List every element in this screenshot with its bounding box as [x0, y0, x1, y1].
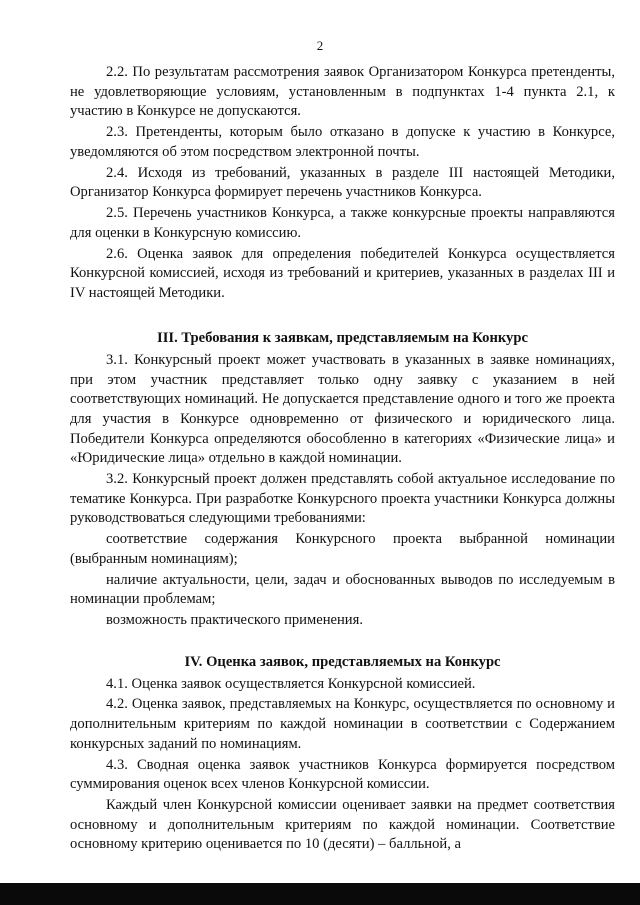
requirement-item: наличие актуальности, цели, задач и обоснованных выводов по исследуемым в номинации проблемам; [70, 571, 615, 608]
section-3-heading: III. Требования к заявкам, представляемым на Конкурс [157, 329, 528, 346]
paragraph-3-2: 3.2. Конкурсный проект должен представлять собой актуальное исследование по тематике Конкурса. При разработке Конкурсного проекта участники Конкурса должны руководствоваться следующими требованиями: [70, 471, 615, 527]
paragraph-2-2: 2.2. По результатам рассмотрения заявок Организатором Конкурса претенденты, не удовлетворяющие условиям, установленным в подпунктах 1-4 пункта 2.1, к участию в Конкурсе не допускаются. [70, 64, 615, 120]
paragraph-4-3: 4.3. Сводная оценка заявок участников Конкурса формируется посредством суммирования оценок всех членов Конкурсной комиссии. [70, 756, 615, 793]
paragraph-evaluation: Каждый член Конкурсной комиссии оценивает заявки на предмет соответствия основному и дополнительным критериям по каждой номинации. Соответствие основному критерию оценивается по 10 (десяти) – балльной, а [70, 797, 615, 853]
paragraph-2-3: 2.3. Претенденты, которым было отказано в допуске к участию в Конкурсе, уведомляются об этом посредством электронной почты. [70, 124, 615, 160]
paragraph-2-6: 2.6. Оценка заявок для определения победителей Конкурса осуществляется Конкурсной комиссией, исходя из требований и критериев, указанных в разделах III и IV настоящей Методики. [70, 245, 615, 301]
paragraph-4-1: 4.1. Оценка заявок осуществляется Конкурсной комиссией. [106, 675, 476, 692]
paragraph-3-1: 3.1. Конкурсный проект может участвовать в указанных в заявке номинациях, при этом участник представляет только одну заявку с указанием в ней соответствующих номинаций. Не допускается представление одного и того же проекта для участия в Конкурсе одновременно от физического и юридического лица. Победители Конкурса определяются обособленно в категориях «Физические лица» и «Юридические лица» отдельно в каждой номинации. [70, 352, 615, 467]
page-number: 2 [316, 38, 324, 53]
requirement-item: возможность практического применения. [106, 612, 363, 629]
paragraph-4-2: 4.2. Оценка заявок, представляемых на Конкурс, осуществляется по основному и дополнительным критериям по каждой номинации в соответствии с Содержанием конкурсных заданий по номинациям. [70, 696, 615, 752]
paragraph-2-4: 2.4. Исходя из требований, указанных в разделе III настоящей Методики, Организатор Конкурса формирует перечень участников Конкурса. [70, 164, 615, 201]
document-body [70, 63, 615, 856]
scan-bottom-border [0, 883, 640, 905]
section-4-heading: IV. Оценка заявок, представляемых на Конкурс [184, 654, 501, 670]
paragraph-2-5: 2.5. Перечень участников Конкурса, а также конкурсные проекты направляются для оценки в Конкурсную комиссию. [70, 205, 615, 241]
requirement-item: соответствие содержания Конкурсного проекта выбранной номинации (выбранным номинациям); [70, 531, 615, 567]
